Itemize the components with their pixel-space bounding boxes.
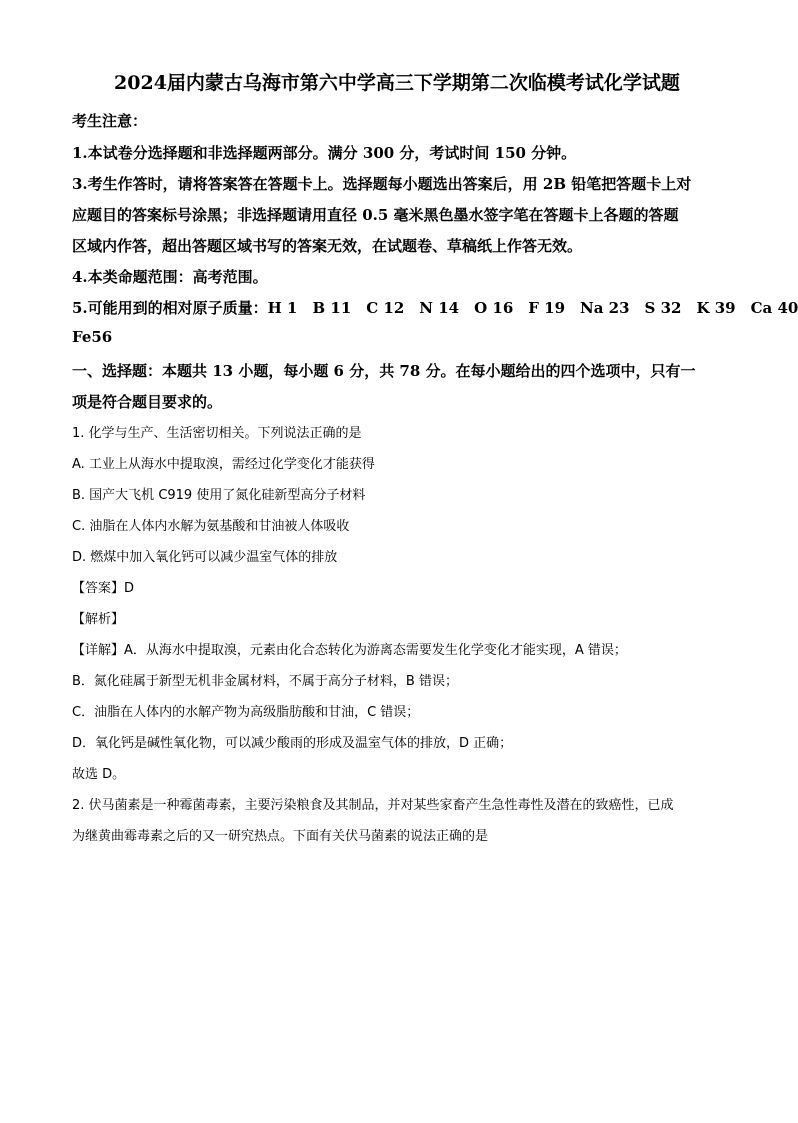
question-1-detail-b: B．氮化硅属于新型无机非金属材料，不属于高分子材料，B 错误； — [72, 674, 458, 689]
question-1-detail-a: 【详解】A．从海水中提取溴，元素由化合态转化为游离态需要发生化学变化才能实现，A 错误； — [72, 643, 627, 658]
section-heading-line-2: 项是符合题目要求的。 — [72, 393, 223, 411]
page-title: 2024届内蒙古乌海市第六中学高三下学期第二次临模考试化学试题 — [114, 72, 680, 94]
question-1-stem: 1. 化学与生产、生活密切相关。下列说法正确的是 — [72, 426, 362, 441]
notice-item-5: 5.可能用到的相对原子质量：H 1 B 11 C 12 N 14 O 16 F 19 Na 23 S 32 K 39 Ca 40 — [72, 299, 798, 317]
question-2-stem-line-2: 为继黄曲霉毒素之后的又一研究热点。下面有关伏马菌素的说法正确的是 — [72, 829, 489, 844]
question-1-option-c: C. 油脂在人体内水解为氨基酸和甘油被人体吸收 — [72, 519, 350, 534]
question-1-detail-c: C．油脂在人体内的水解产物为高级脂肪酸和甘油，C 错误； — [72, 705, 420, 720]
question-1-option-a: A. 工业上从海水中提取溴，需经过化学变化才能获得 — [72, 457, 375, 472]
notice-heading: 考生注意： — [72, 112, 148, 130]
section-heading-line-1: 一、选择题：本题共 13 小题，每小题 6 分，共 78 分。在每小题给出的四个选项中，只有一 — [72, 362, 696, 380]
question-2-stem-line-1: 2. 伏马菌素是一种霉菌毒素，主要污染粮食及其制品，并对某些家畜产生急性毒性及潜在的致癌性，已成 — [72, 798, 674, 813]
question-1-answer: 【答案】D — [72, 581, 135, 596]
notice-item-3-line-3: 区域内作答，超出答题区域书写的答案无效，在试题卷、草稿纸上作答无效。 — [72, 237, 583, 255]
notice-item-5-cont: Fe56 — [72, 328, 113, 346]
question-1-analysis-label: 【解析】 — [72, 612, 125, 627]
notice-item-3-line-2: 应题目的答案标号涂黑；非选择题请用直径 0.5 毫米黑色墨水签字笔在答题卡上各题的答题 — [72, 206, 679, 224]
question-1-option-b: B. 国产大飞机 C919 使用了氮化硅新型高分子材料 — [72, 488, 366, 503]
notice-item-3-line-1: 3.考生作答时，请将答案答在答题卡上。选择题每小题选出答案后，用 2B 铅笔把答题卡上对 — [72, 175, 692, 193]
question-1-conclusion: 故选 D。 — [72, 767, 126, 782]
question-1-detail-d: D．氧化钙是碱性氧化物，可以减少酸雨的形成及温室气体的排放，D 正确； — [72, 736, 513, 751]
question-1-option-d: D. 燃煤中加入氧化钙可以减少温室气体的排放 — [72, 550, 338, 565]
notice-item-4: 4.本类命题范围：高考范围。 — [72, 268, 268, 286]
notice-item-1: 1.本试卷分选择题和非选择题两部分。满分 300 分，考试时间 150 分钟。 — [72, 144, 577, 162]
